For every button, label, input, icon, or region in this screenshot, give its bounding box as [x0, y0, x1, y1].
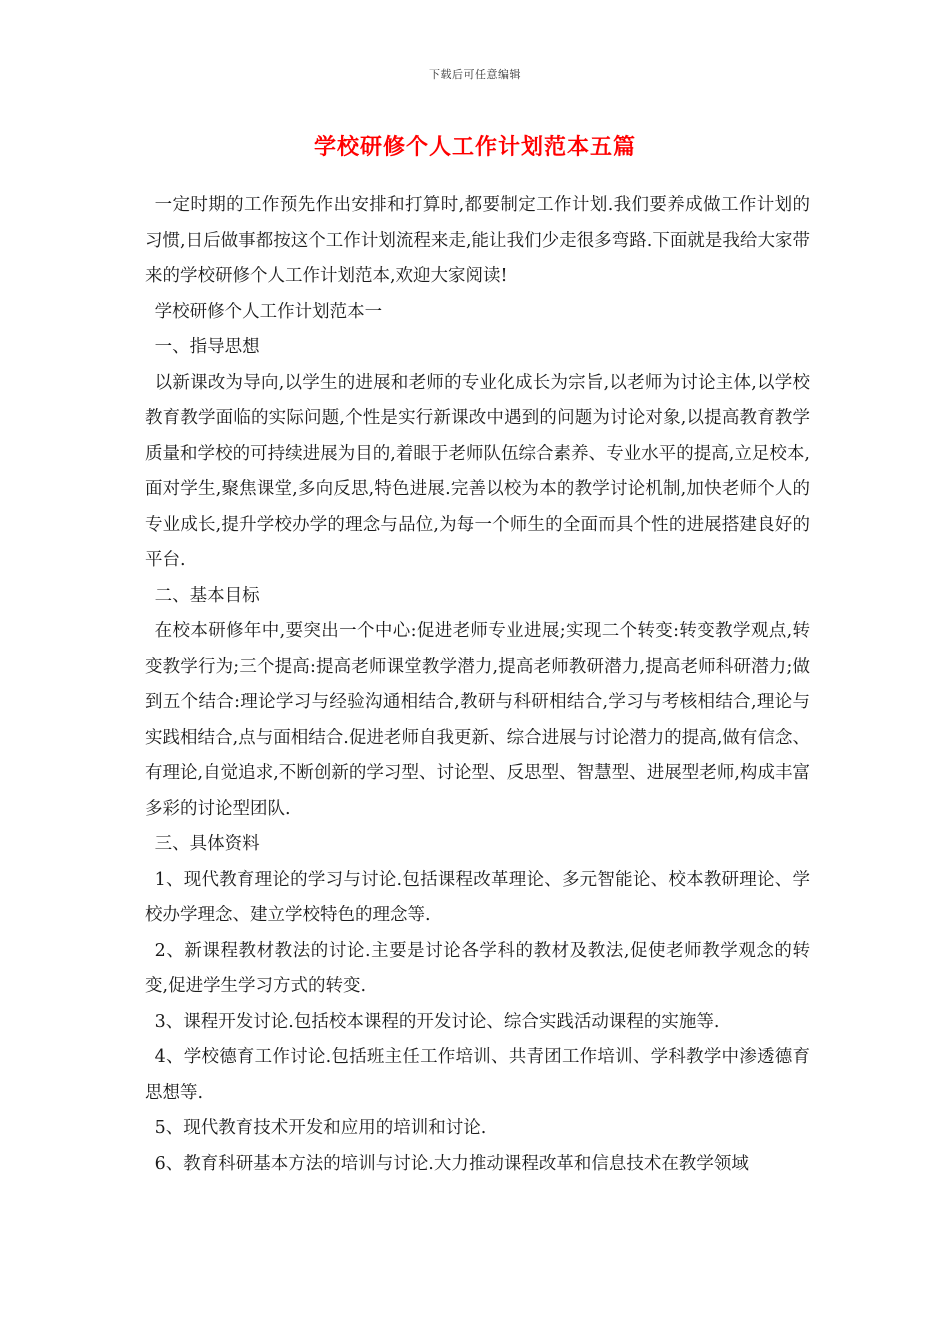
- list-item: 6、教育科研基本方法的培训与讨论.大力推动课程改革和信息技术在教学领域: [154, 1153, 749, 1174]
- heading-guiding-ideology: 一、指导思想: [154, 337, 260, 357]
- section-title-plan-one: 学校研修个人工作计划范本一: [154, 301, 383, 322]
- list-item: 4、学校德育工作讨论.包括班主任工作培训、共青团工作培训、学科教学中渗透德育思想等.: [145, 1047, 810, 1103]
- document-title: 学校研修个人工作计划范本五篇: [313, 134, 636, 160]
- paragraph-basic-goals: 在校本研修年中,要突出一个中心:促进老师专业进展;实现二个转变:转变教学观点,转变教学行为;三个提高:提高老师课堂教学潜力,提高老师教研潜力,提高老师科研潜力;做到五个结合:理论学习与经验沟通相结合,教研与科研相结合,学习与考核相结合,理论与实践相结合,点与面相结合.促进老师自我更新、综合进展与讨论潜力的提高,做有信念、有理论,自觉追求,不断创新的学习型、讨论型、反思型、智慧型、进展型老师,构成丰富多彩的讨论型团队.: [145, 621, 810, 819]
- paragraph-guiding-ideology: 以新课改为导向,以学生的进展和老师的专业化成长为宗旨,以老师为讨论主体,以学校教育教学面临的实际问题,个性是实行新课改中遇到的问题为讨论对象,以提高教育教学质量和学校的可持续进展为目的,着眼于老师队伍综合素养、专业水平的提高,立足校本,面对学生,聚焦课堂,多向反思,特色进展.完善以校为本的教学讨论机制,加快老师个人的专业成长,提升学校办学的理念与品位,为每一个师生的全面而具个性的进展搭建良好的平台.: [145, 372, 810, 570]
- header-note: 下载后可任意编辑: [429, 68, 521, 81]
- heading-basic-goals: 二、基本目标: [154, 585, 260, 606]
- list-item: 1、现代教育理论的学习与讨论.包括课程改革理论、多元智能论、校本教研理论、学校办学理念、建立学校特色的理念等.: [145, 869, 810, 925]
- list-item: 3、课程开发讨论.包括校本课程的开发讨论、综合实践活动课程的实施等.: [154, 1011, 720, 1032]
- list-item: 5、现代教育技术开发和应用的培训和讨论.: [154, 1118, 487, 1138]
- intro-paragraph: 一定时期的工作预先作出安排和打算时,都要制定工作计划.我们要养成做工作计划的习惯,日后做事都按这个工作计划流程来走,能让我们少走很多弯路.下面就是我给大家带来的学校研修个人工作计划范本,欢迎大家阅读!: [145, 195, 810, 286]
- document-body: [145, 188, 810, 1182]
- heading-specific-content: 三、具体资料: [154, 834, 260, 854]
- list-item: 2、新课程教材教法的讨论.主要是讨论各学科的教材及教法,促使老师教学观念的转变,促进学生学习方式的转变.: [145, 940, 810, 996]
